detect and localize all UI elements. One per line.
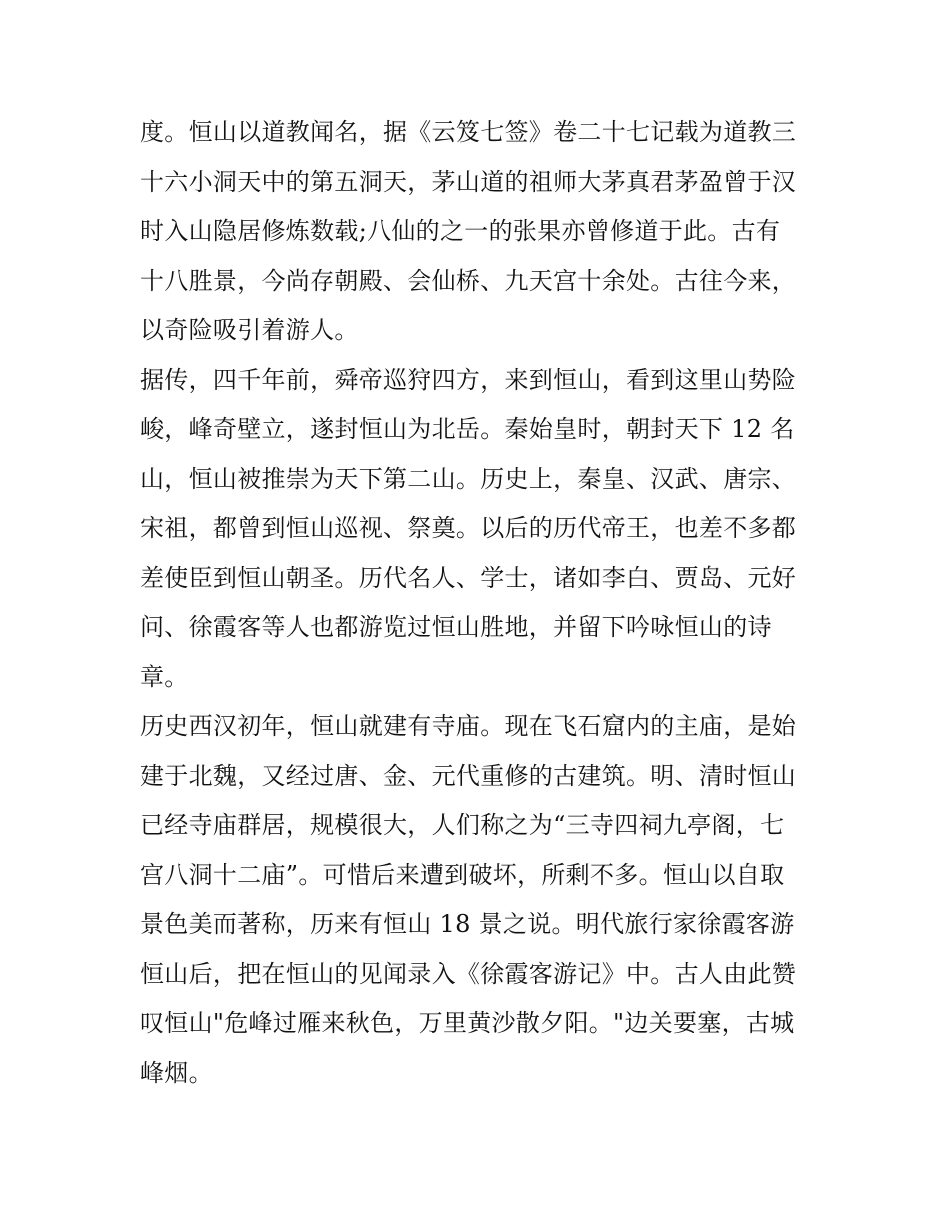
text-line: 峰烟。	[140, 1058, 213, 1087]
text-line: 历史西汉初年，恒山就建有寺庙。现在飞石窟内的主庙，是始	[140, 712, 797, 740]
text-line: 恒山后，把在恒山的见闻录入《徐霞客游记》中。古人由此赞	[140, 959, 797, 988]
text-line: 峻，峰奇壁立，遂封恒山为北岳。秦始皇时，朝封天下 12 名	[140, 415, 795, 443]
text-line: 景色美而著称，历来有恒山 18 景之说。明代旅行家徐霞客游	[140, 910, 795, 938]
text-line: 已经寺庙群居，规模很大，人们称之为“三寺四祠九亭阁，七	[140, 811, 785, 839]
text-line: 叹恒山"危峰过雁来秋色，万里黄沙散夕阳。"边关要塞，古城	[140, 1009, 795, 1037]
text-line: 时入山隐居修炼数载;八仙的之一的张果亦曾修道于此。古有	[140, 217, 781, 245]
document-body	[140, 108, 815, 1098]
text-line: 建于北魏，又经过唐、金、元代重修的古建筑。明、清时恒山	[140, 761, 797, 790]
paragraph-3	[140, 702, 815, 1098]
text-line: 以奇险吸引着游人。	[140, 316, 359, 344]
text-line: 问、徐霞客等人也都游览过恒山胜地，并留下吟咏恒山的诗	[140, 613, 772, 641]
paragraph-2	[140, 356, 815, 703]
text-line: 十六小洞天中的第五洞天，茅山道的祖师大茅真君茅盈曾于汉	[140, 167, 797, 196]
text-line: 差使臣到恒山朝圣。历代名人、学士，诸如李白、贾岛、元好	[140, 563, 797, 592]
text-line: 据传，四千年前，舜帝巡狩四方，来到恒山，看到这里山势险	[140, 365, 797, 394]
text-line: 章。	[140, 662, 189, 691]
text-line: 宫八洞十二庙”。可惜后来遭到破坏，所剩不多。恒山以自取	[140, 860, 785, 889]
text-line: 度。恒山以道教闻名，据《云笈七签》卷二十七记载为道教三	[140, 118, 797, 146]
paragraph-1	[140, 108, 815, 356]
text-line: 宋祖，都曾到恒山巡视、祭奠。以后的历代帝王，也差不多都	[140, 514, 797, 542]
text-line: 山，恒山被推崇为天下第二山。历史上，秦皇、汉武、唐宗、	[140, 464, 797, 493]
text-line: 十八胜景，今尚存朝殿、会仙桥、九天宫十余处。古往今来，	[140, 266, 797, 295]
